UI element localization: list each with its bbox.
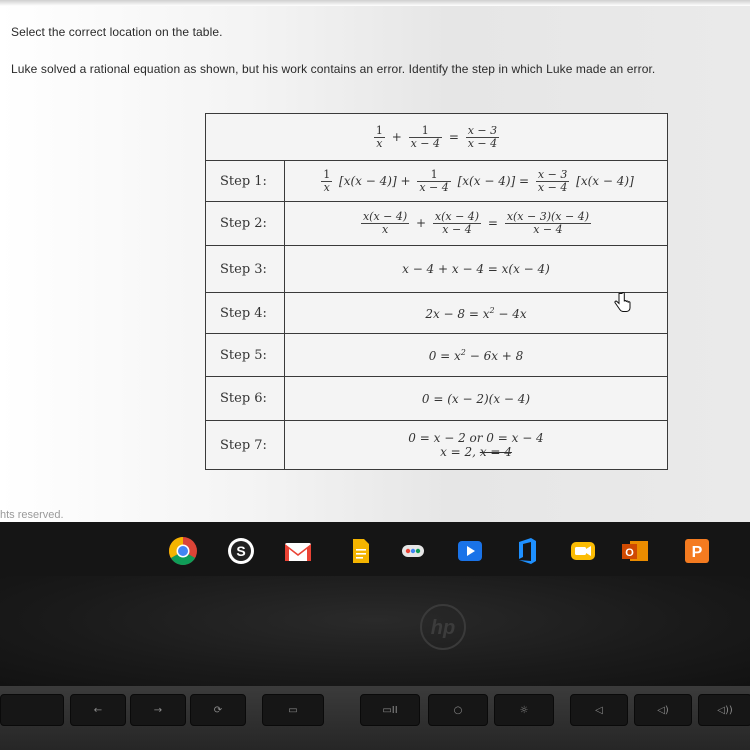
step-6-label[interactable]: Step 6: <box>206 377 285 421</box>
instruction-text: Select the correct location on the table. <box>11 25 223 39</box>
office-icon[interactable] <box>512 536 542 566</box>
refresh-key-icon: ⟳ <box>190 694 246 726</box>
mute-key-icon: ◁ <box>570 694 628 726</box>
hp-logo-icon <box>418 602 468 652</box>
svg-text:S: S <box>236 543 246 559</box>
step-1-label[interactable]: Step 1: <box>206 161 285 202</box>
volume-up-key-icon: ◁)) <box>698 694 750 726</box>
keyboard <box>0 686 750 750</box>
hand-cursor-icon <box>612 292 632 314</box>
overview-key-icon: ▭II <box>360 694 420 726</box>
table-row-step-6[interactable] <box>206 377 668 421</box>
chrome-icon[interactable] <box>168 536 198 566</box>
copyright-text: hts reserved. <box>0 509 64 521</box>
back-arrow-key-icon: ← <box>70 694 126 726</box>
step-7-work[interactable]: 0 = x − 2 or 0 = x − 4 x = 2, x = 4 <box>285 421 668 470</box>
step-2-work[interactable]: $\frac{x(x - 4)}{x}$ + $\frac{x(x - 4)}{x - 4}$ = $\frac{x(x - 3)(x - 4)}{x - 4}$ <box>285 202 668 246</box>
fullscreen-key-icon: ▭ <box>262 694 324 726</box>
key-esc <box>0 694 64 726</box>
step-5-work[interactable]: $0 = x^2 - 6x + 8$ <box>285 334 668 377</box>
table-row-step-3[interactable] <box>206 246 668 293</box>
step-6-work[interactable]: 0 = (x − 2)(x − 4) <box>285 377 668 421</box>
step-5-label[interactable]: Step 5: <box>206 334 285 377</box>
top-shadow <box>0 0 750 6</box>
table-row-step-7[interactable] <box>206 421 668 470</box>
brightness-down-key-icon: ○ <box>428 694 488 726</box>
table-row-step-2[interactable] <box>206 202 668 246</box>
laptop-bezel <box>0 576 750 686</box>
step-4-label[interactable]: Step 4: <box>206 293 285 334</box>
step-2-label[interactable]: Step 2: <box>206 202 285 246</box>
step-3-work[interactable]: x − 4 + x − 4 = x(x − 4) <box>285 246 668 293</box>
skype-icon[interactable] <box>226 536 256 566</box>
table-row-step-5[interactable] <box>206 334 668 377</box>
question-prompt: Luke solved a rational equation as shown, but his work contains an error. Identify the step in which Luke made an error. <box>11 62 656 76</box>
svg-text:P: P <box>691 544 703 561</box>
dots-app-icon[interactable] <box>398 536 428 566</box>
taskbar <box>0 522 750 576</box>
table-row-step-4[interactable] <box>206 293 668 334</box>
equation-row <box>206 114 668 161</box>
work-table <box>205 113 668 470</box>
svg-text:hp: hp <box>430 617 456 639</box>
brightness-up-key-icon: ☼ <box>494 694 554 726</box>
step-4-work[interactable]: $2x - 8 = x^2 - 4x$ <box>285 293 668 334</box>
original-equation: $\frac{1}{x}$ + $\frac{1}{x - 4}$ = $\frac{x - 3}{x - 4}$ <box>206 114 668 161</box>
svg-text:O: O <box>625 547 634 559</box>
step-7-label[interactable]: Step 7: <box>206 421 285 470</box>
meet-icon[interactable] <box>568 536 598 566</box>
pear-deck-icon[interactable] <box>682 536 712 566</box>
docs-icon[interactable] <box>345 536 375 566</box>
gmail-icon[interactable] <box>283 536 313 566</box>
table-row-step-1[interactable] <box>206 161 668 202</box>
outlook-icon[interactable] <box>620 536 650 566</box>
volume-down-key-icon: ◁) <box>634 694 692 726</box>
step-1-work[interactable]: $\frac{1}{x}$ [x(x − 4)] + $\frac{1}{x - 4}$ [x(x − 4)] = $\frac{x - 3}{x - 4}$ [x(x − 4)] <box>285 161 668 202</box>
forward-arrow-key-icon: → <box>130 694 186 726</box>
step-3-label[interactable]: Step 3: <box>206 246 285 293</box>
video-app-icon[interactable] <box>455 536 485 566</box>
